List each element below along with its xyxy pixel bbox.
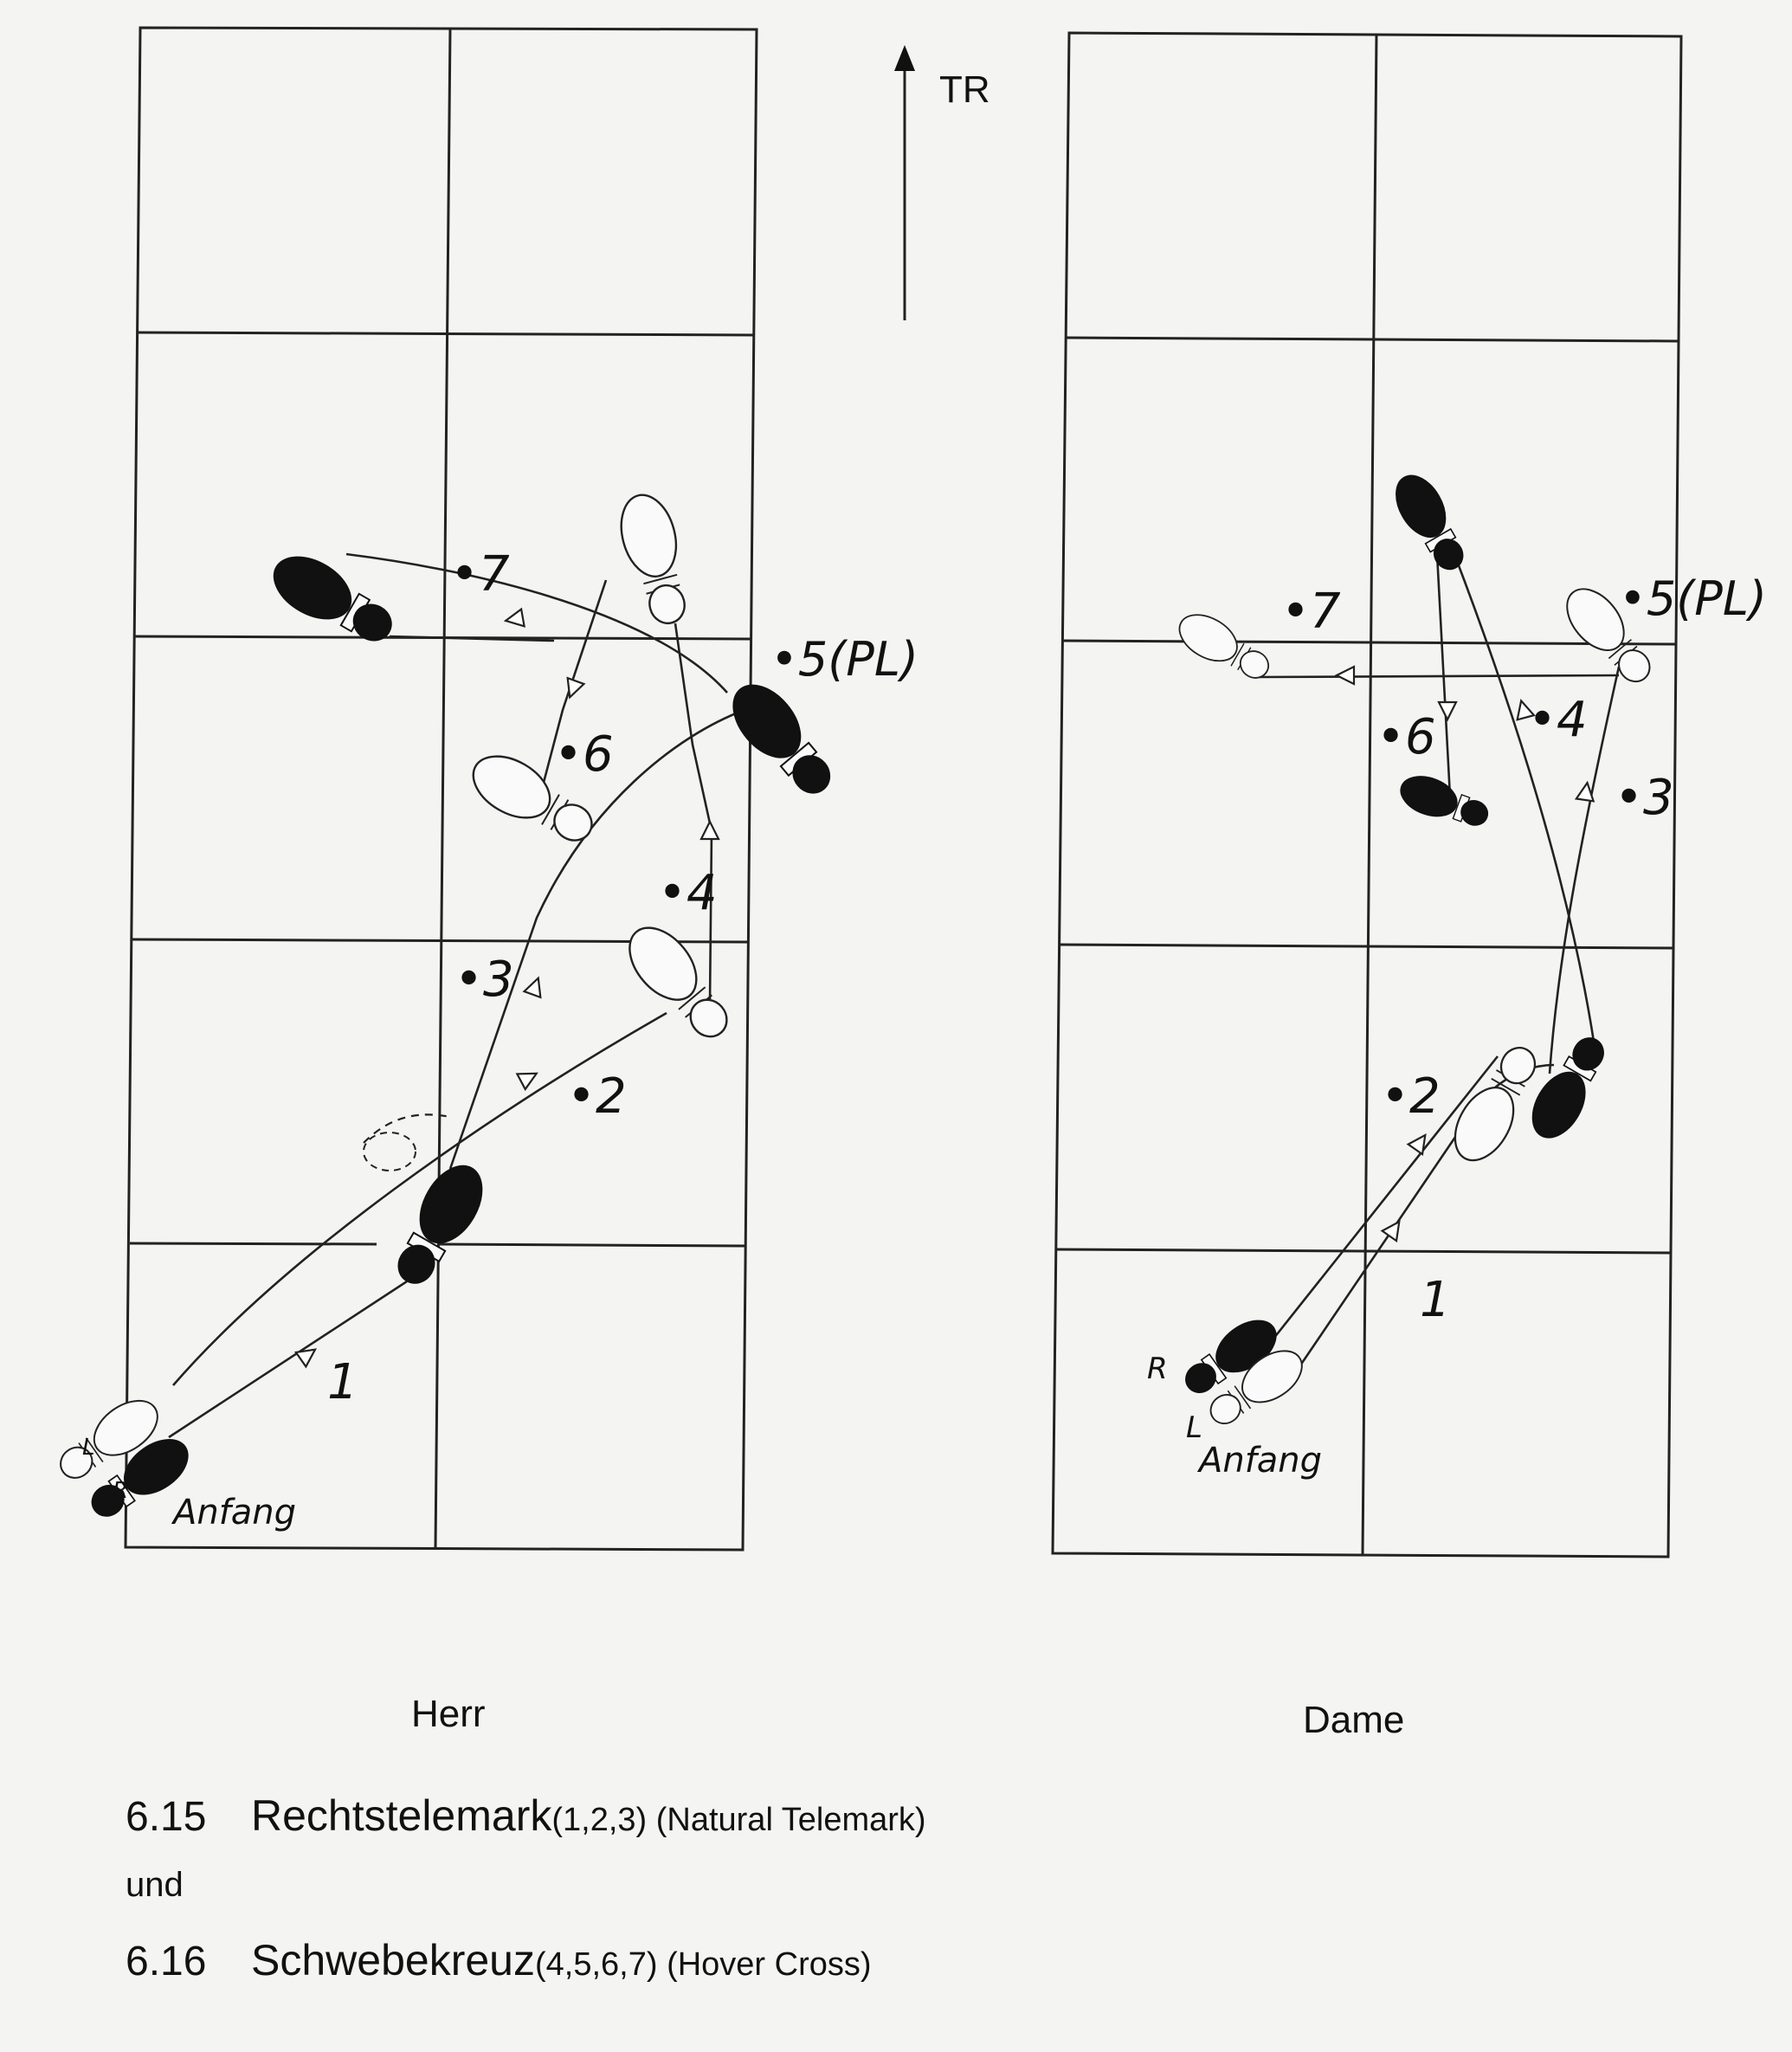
direction-indicator <box>894 45 990 320</box>
dame-shoe-step3 <box>1522 1029 1615 1146</box>
dame-panel <box>1053 33 1767 1557</box>
herr-foot-letter-left: L <box>82 1435 95 1461</box>
caption-number: 6.16 <box>126 1939 207 1984</box>
herr-foot-letter-right: R <box>113 1478 129 1504</box>
herr-step-3: •3 <box>454 952 514 1008</box>
herr-shoe-step5 <box>720 673 843 805</box>
herr-step-6: •6 <box>554 726 614 783</box>
herr-arrow-7 <box>504 610 524 629</box>
herr-shoe-step4 <box>613 489 697 629</box>
dame-step-4: •4 <box>1528 692 1588 748</box>
herr-arrow-6 <box>562 678 584 700</box>
dame-shoe-step6 <box>1396 770 1493 835</box>
caption-english-name: (Natural Telemark) <box>655 1802 926 1838</box>
caption-connector: und <box>126 1866 184 1904</box>
dame-step-5: •5(PL) <box>1619 571 1767 626</box>
herr-shoe-step2 <box>616 915 741 1049</box>
caption-figure-name: Rechtstelemark <box>251 1791 552 1840</box>
herr-ghost-foot <box>364 1132 416 1171</box>
caption-natural-telemark <box>126 1791 926 1841</box>
direction-label: TR <box>939 68 990 111</box>
caption-number: 6.15 <box>126 1794 207 1840</box>
dame-step-1: 1 <box>1420 1272 1451 1328</box>
herr-step-2: •2 <box>567 1068 627 1125</box>
dame-panel-label: Dame <box>1303 1699 1405 1741</box>
herr-step-5: •5(PL) <box>770 632 919 687</box>
herr-start-label: Anfang <box>173 1493 297 1533</box>
herr-step-7: •7 <box>450 546 510 603</box>
dame-shoe-step4 <box>1386 468 1474 578</box>
dame-arrow-1 <box>1383 1216 1407 1241</box>
direction-arrow-icon <box>894 45 915 71</box>
dame-step-6: •6 <box>1376 709 1436 765</box>
dame-shoe-step7 <box>1171 605 1276 688</box>
herr-arrow-4 <box>701 822 719 839</box>
caption-steps: (1,2,3) <box>551 1802 648 1838</box>
dame-arrow-6 <box>1439 702 1456 719</box>
dame-step-2: •2 <box>1381 1068 1441 1125</box>
dame-start-label: Anfang <box>1199 1441 1323 1481</box>
herr-arrow-3 <box>525 975 547 997</box>
herr-panel <box>50 28 919 1550</box>
herr-arrow-2 <box>517 1066 540 1089</box>
dame-step-paths <box>1255 554 1619 1368</box>
dame-foot-letter-right: R <box>1147 1352 1168 1386</box>
dame-arrow-7 <box>1337 667 1354 684</box>
herr-step-1: 1 <box>327 1354 358 1410</box>
herr-step-4: •4 <box>658 865 718 921</box>
dame-step-3: •3 <box>1615 770 1674 826</box>
caption-english-name: (Hover Cross) <box>667 1946 872 1983</box>
caption-figure-name: Schwebekreuz <box>251 1936 535 1984</box>
herr-grid <box>126 28 757 1550</box>
caption-steps: (4,5,6,7) <box>534 1946 658 1983</box>
dame-step-7: •7 <box>1281 584 1341 640</box>
caption-hover-cross <box>126 1935 872 1985</box>
dame-foot-letter-left: L <box>1186 1410 1202 1445</box>
herr-panel-label: Herr <box>411 1693 486 1735</box>
